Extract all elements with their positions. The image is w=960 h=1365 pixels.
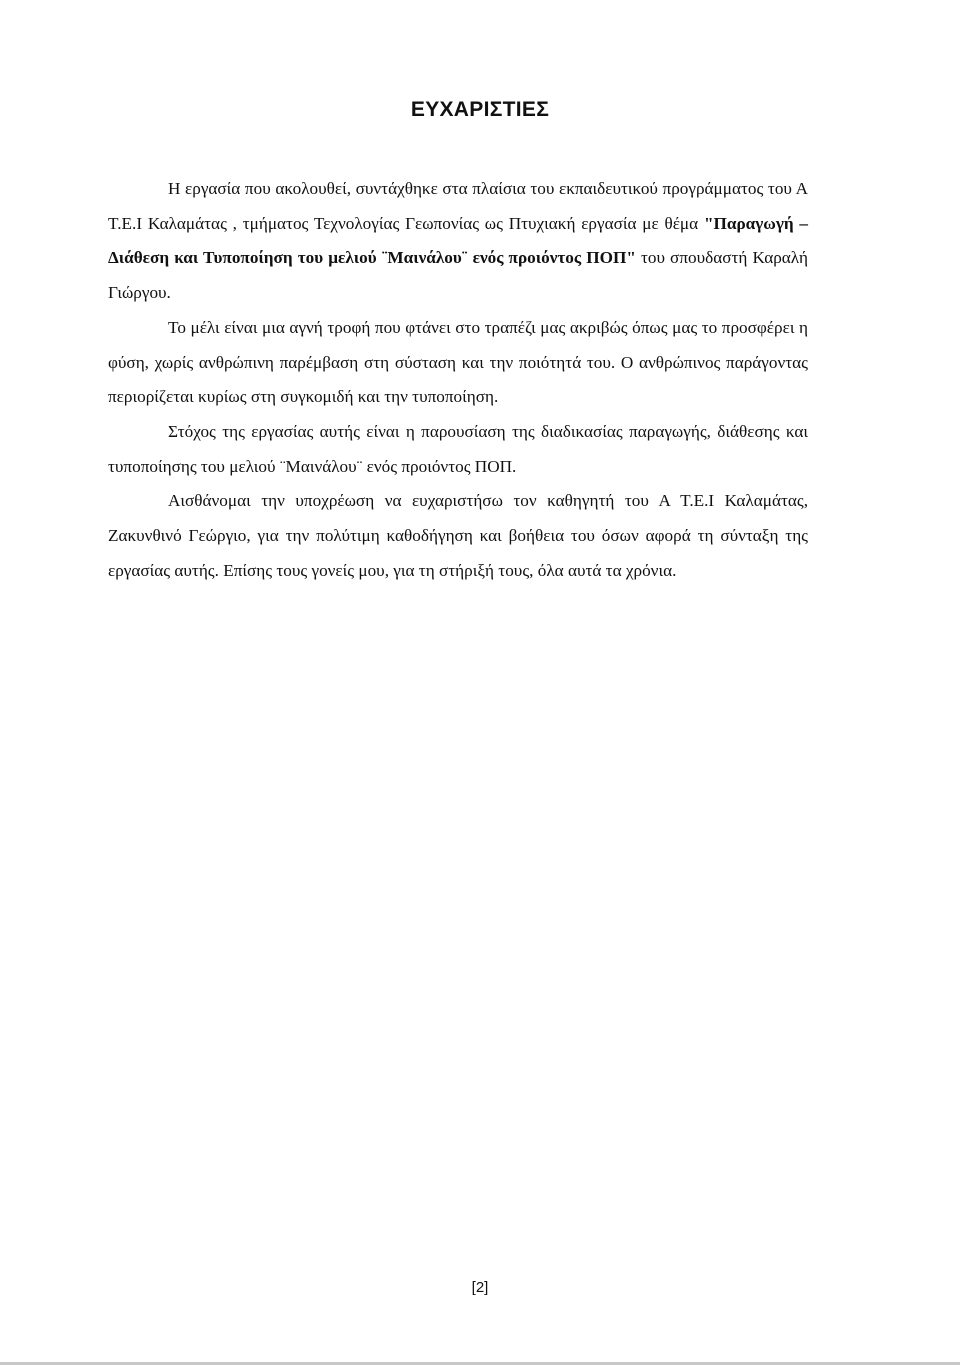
paragraph-goal: Στόχος της εργασίας αυτής είναι η παρουσίαση της διαδικασίας παραγωγής, διάθεσης και τυποποίησης του μελιού ¨Μαινάλου¨ ενός προιόντος ΠΟΠ. [108,421,808,476]
body-text [108,172,808,588]
paragraph-thanks: Αισθάνομαι την υποχρέωση να ευχαριστήσω τον καθηγητή του Α Τ.Ε.Ι Καλαμάτας, Ζακυνθινό Γεώργιο, για την πολύτιμη καθοδήγηση και βοήθεια του όσων αφορά τη σύνταξη της εργασίας αυτής. Επίσης τους γονείς μου, για τη στήριξή τους, όλα αυτά τα χρόνια. [108,491,808,580]
page-number: [2] [471,1279,489,1296]
paragraph-intro-text: Η εργασία που ακολουθεί, συντάχθηκε στα πλαίσια του εκπαιδευτικού προγράμματος του Α Τ.Ε.Ι Καλαμάτας , τμήματος Τεχνολογίας Γεωπονίας ως Πτυχιακή εργασία με θέμα [108,179,808,233]
paragraph-honey: Το μέλι είναι μια αγνή τροφή που φτάνει στο τραπέζι μας ακριβώς όπως μας το προσφέρει η φύση, χωρίς ανθρώπινη παρέμβαση στη σύσταση και την ποιότητά του. Ο ανθρώπινος παράγοντας περιορίζεται κυρίως στη συγκομιδή και την τυποποίηση. [108,317,808,407]
paragraph-intro-student: του σπουδαστή Καραλή Γιώργου. [108,248,808,303]
thesis-title: "Παραγωγή – Διάθεση και Τυποποίηση του μελιού ¨Μαινάλου¨ ενός προιόντος ΠΟΠ" [108,213,809,268]
page-title: ΕΥΧΑΡΙΣΤΙΕΣ [410,98,550,121]
paragraph-intro [108,172,808,311]
